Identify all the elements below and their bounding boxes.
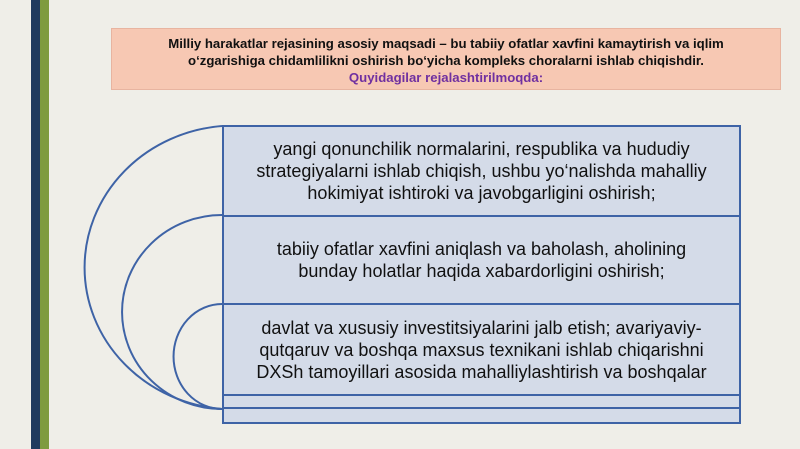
middle-arc [122,215,222,409]
header-subtitle: Quyidagilar rejalashtirilmoqda: [348,70,544,85]
plan-item-3 [222,303,741,396]
plan-item-1-line-1: yangi qonunchilik normalarini, respublika va hududiy [273,139,690,159]
plan-item-3-line-3: DXSh tamoyillari asosida mahalliylashtirish va boshqalar [256,361,707,382]
plan-item-2-line-2: bunday holatlar haqida xabardorligini oshirish; [298,261,665,281]
outer-arc [85,126,222,409]
header-line-2: o‘zgarishiga chidamlilikni oshirish bo‘yicha kompleks choralarni ishlab chiqishdir. [188,53,704,68]
plan-item-3-line-2: qutqaruv va boshqa maxsus texnikani ishlab chiqarishni [259,339,704,360]
plan-item-2-line-1: tabiiy ofatlar xavfini aniqlash va baholash, aholining [276,239,687,259]
plan-item-1-text [256,138,706,204]
plan-item-3-text [256,317,706,383]
inner-arc [174,304,222,409]
plan-item-2 [222,215,741,305]
plan-item-1-line-2: strategiyalarni ishlab chiqish, ushbu yo‘nalishda mahalliy [256,161,707,181]
header-line-1: Milliy harakatlar rejasining asosiy maqsadi – bu tabiiy ofatlar xavfini kamaytirish va iqlim [168,36,724,51]
empty-strip-2 [222,407,741,424]
plan-item-1-line-3: hokimiyat ishtiroki va javobgarligini oshirish; [307,183,656,203]
plan-item-1 [222,125,741,217]
plan-item-3-line-1: davlat va xususiy investitsiyalarini jalb etish; avariyaviy- [261,317,702,338]
plan-item-2-text [277,238,686,282]
